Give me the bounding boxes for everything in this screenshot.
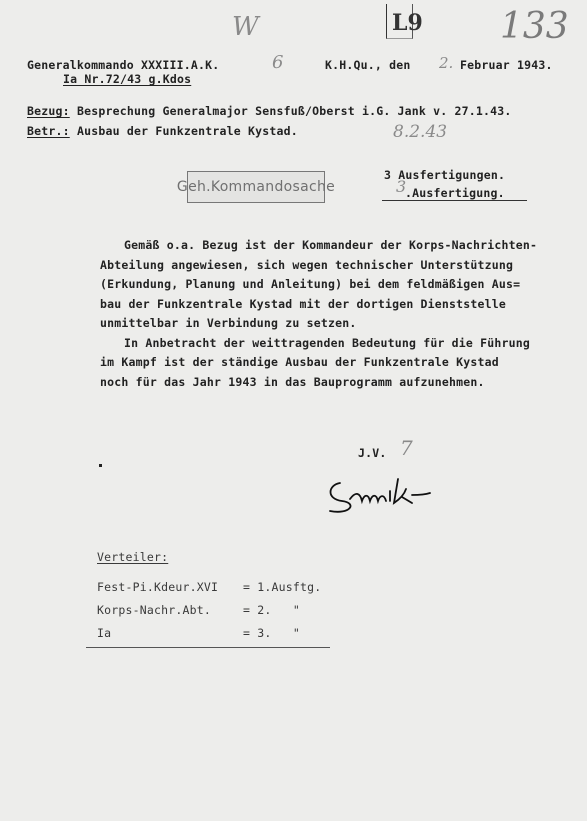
handwritten-date-note: 8.2.43	[393, 122, 448, 142]
body-text	[100, 238, 570, 394]
body-line: im Kampf ist der ständige Ausbau der Funkzentrale Kystad	[100, 355, 499, 369]
bezug-text: Besprechung Generalmajor Sensfuß/Oberst i.G. Jank v. 27.1.43.	[77, 104, 512, 118]
file-number: Ia Nr.72/43 g.Kdos	[63, 72, 192, 86]
handwritten-scribble-w: W	[232, 12, 259, 42]
distribution-recipient: Fest-Pi.Kdeur.XVI	[97, 580, 219, 594]
body-line: bau der Funkzentrale Kystad mit der dortigen Dienststelle	[100, 296, 507, 311]
body-line: unmittelbar in Verbindung zu setzen.	[100, 316, 357, 330]
copy-underline	[382, 200, 527, 201]
jv-label: J.V.	[358, 446, 387, 460]
copy-number-handwritten: 3	[396, 177, 407, 196]
date-day-handwritten: 2.	[439, 54, 454, 72]
distribution-title: Verteiler:	[97, 550, 169, 564]
classification-stamp: Geh.Kommandosache	[187, 171, 325, 203]
betr-text: Ausbau der Funkzentrale Kystad.	[77, 124, 298, 138]
body-line: Abteilung angewiesen, sich wegen technischer Unterstützung	[100, 257, 514, 272]
body-line: noch für das Jahr 1943 in das Bauprogramm aufzunehmen.	[100, 374, 485, 389]
distribution-recipient: Ia	[97, 626, 112, 640]
distribution-recipient: Korps-Nachr.Abt.	[97, 603, 211, 617]
page-number: 133	[500, 6, 569, 47]
folio-number: L9	[392, 10, 423, 36]
distribution-copy: = 3. "	[243, 626, 300, 640]
betr-label: Betr.:	[27, 124, 70, 138]
body-line: (Erkundung, Planung und Anleitung) bei dem feldmäßigen Aus=	[100, 277, 521, 291]
signature-icon	[320, 465, 470, 520]
body-line: In Anbetracht der weittragenden Bedeutung für die Führung	[124, 335, 531, 350]
bezug-label: Bezug:	[27, 104, 70, 118]
place-date-prefix: K.H.Qu., den	[325, 58, 411, 72]
body-line: Gemäß o.a. Bezug ist der Kommandeur der Korps-Nachrichten-	[124, 238, 538, 252]
copies-total: 3 Ausfertigungen.	[384, 168, 506, 182]
distribution-copy: = 2. "	[243, 603, 300, 617]
distribution-copy: = 1.Ausftg.	[243, 580, 322, 594]
margin-dot	[99, 464, 102, 467]
distribution-rule	[86, 647, 330, 648]
office-name: Generalkommando XXXIII.A.K.	[27, 58, 220, 72]
jv-initial: 7	[400, 436, 413, 460]
handwritten-scribble-six: 6	[272, 52, 284, 73]
date-month-year: Februar 1943.	[460, 58, 553, 72]
copy-designation: .Ausfertigung.	[405, 186, 505, 200]
